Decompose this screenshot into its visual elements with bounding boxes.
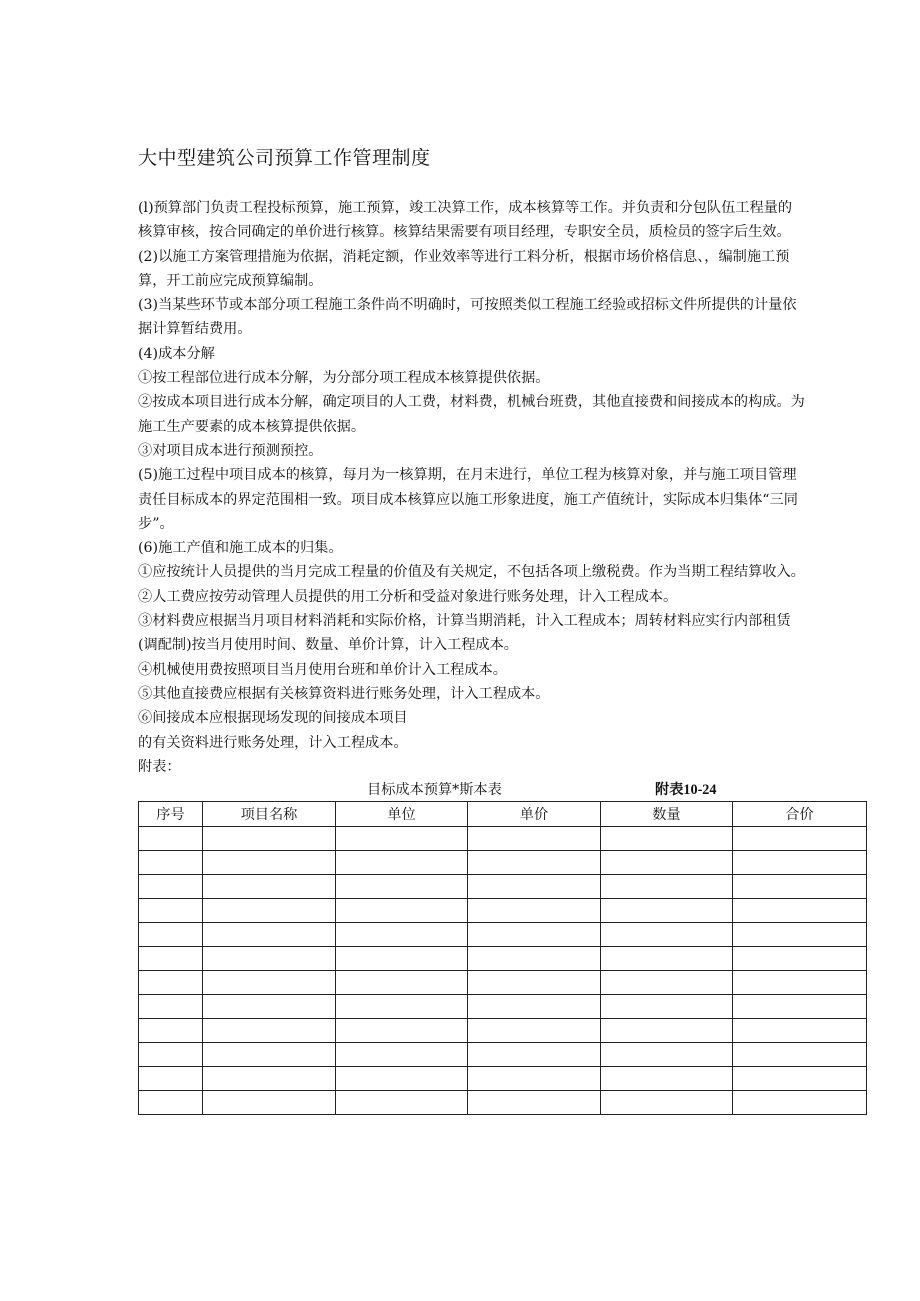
- table-cell: [733, 923, 867, 947]
- table-cell: [336, 1019, 468, 1043]
- table-row: [139, 995, 867, 1019]
- table-cell: [733, 827, 867, 851]
- table-row: [139, 875, 867, 899]
- table-cell: [336, 899, 468, 923]
- table-cell: [139, 1091, 203, 1115]
- table-cell: [203, 1043, 336, 1067]
- table-cell: [203, 923, 336, 947]
- body-line: ⑥间接成本应根据现场发现的间接成本项目: [138, 710, 408, 727]
- table-cell: [203, 899, 336, 923]
- table-cell: [139, 875, 203, 899]
- table-cell: [336, 1043, 468, 1067]
- table-cell: [468, 827, 601, 851]
- table-cell: [468, 851, 601, 875]
- table-cell: [733, 851, 867, 875]
- table-cell: [733, 971, 867, 995]
- body-line: (6)施工产值和施工成本的归集。: [138, 540, 343, 557]
- table-cell: [336, 995, 468, 1019]
- table-row: [139, 1067, 867, 1091]
- table-cell: [203, 947, 336, 971]
- body-line: (3)当某些环节或本部分项工程施工条件尚不明确时，可按照类似工程施工经验或招标文件所提供的计量依: [138, 297, 797, 314]
- table-cell: [733, 1091, 867, 1115]
- body-line: ②人工费应按劳动管理人员提供的用工分析和受益对象进行账务处理，计入工程成本。: [138, 588, 678, 605]
- body-line: (4)成本分解: [138, 345, 215, 362]
- table-cell: [733, 947, 867, 971]
- body-text: [138, 196, 866, 779]
- table-cell: [336, 947, 468, 971]
- table-cell: [733, 995, 867, 1019]
- body-line: (2)以施工方案管理措施为依据，消耗定额，作业效率等进行工料分析，根据市场价格信息、，编制施工预: [138, 248, 790, 265]
- table-cell: [336, 923, 468, 947]
- table-cell: [601, 1043, 733, 1067]
- table-row: [139, 1091, 867, 1115]
- table-cell: [139, 827, 203, 851]
- table-cell: [468, 1043, 601, 1067]
- body-line: (5)施工过程中项目成本的核算，每月为一核算期，在月末进行，单位工程为核算对象，并与施工项目管理: [138, 467, 797, 484]
- body-line: ①按工程部位进行成本分解，为分部分项工程成本核算提供依据。: [138, 370, 550, 387]
- table-cell: [139, 995, 203, 1019]
- table-row: [139, 947, 867, 971]
- table-cell: [468, 1067, 601, 1091]
- table-cell: [203, 1019, 336, 1043]
- table-cell: [468, 947, 601, 971]
- body-line: 核算审核，按合同确定的单价进行核算。核算结果需要有项目经理，专职安全员，质检员的签字后生效。: [138, 224, 791, 241]
- table-cell: [601, 875, 733, 899]
- table-cell: [468, 995, 601, 1019]
- table-title: 目标成本预算*斯本表: [367, 782, 502, 798]
- table-cell: [733, 899, 867, 923]
- table-cell: [601, 947, 733, 971]
- table-cell: [468, 1019, 601, 1043]
- table-cell: [139, 851, 203, 875]
- budget-table: [138, 801, 867, 1115]
- table-row: [139, 1043, 867, 1067]
- table-cell: [733, 1019, 867, 1043]
- table-cell: [468, 899, 601, 923]
- header-total-price: 合价: [733, 802, 867, 827]
- table-cell: [139, 971, 203, 995]
- table-cell: [733, 875, 867, 899]
- table-cell: [733, 1067, 867, 1091]
- table-caption: [138, 779, 866, 799]
- table-row: [139, 1019, 867, 1043]
- header-quantity: 数量: [601, 802, 733, 827]
- table-cell: [601, 971, 733, 995]
- table-cell: [336, 875, 468, 899]
- body-line: ③材料费应根据当月项目材料消耗和实际价格，计算当期消耗，计入工程成本；周转材料应实行内部租赁: [138, 613, 791, 630]
- table-cell: [468, 1091, 601, 1115]
- table-row: [139, 923, 867, 947]
- table-cell: [601, 899, 733, 923]
- body-line: ②按成本项目进行成本分解，确定项目的人工费，材料费，机械台班费，其他直接费和间接成本的构成。为: [138, 394, 805, 411]
- table-cell: [139, 1043, 203, 1067]
- document-title: 大中型建筑公司预算工作管理制度: [138, 147, 431, 169]
- table-cell: [601, 995, 733, 1019]
- table-cell: [601, 1091, 733, 1115]
- table-cell: [203, 827, 336, 851]
- table-row: [139, 971, 867, 995]
- table-cell: [139, 1019, 203, 1043]
- table-cell: [203, 995, 336, 1019]
- body-line: 的有关资料进行账务处理，计入工程成本。: [138, 734, 408, 751]
- body-line: (调配制)按当月使用时间、数量、单价计算，计入工程成本。: [138, 637, 518, 654]
- table-cell: [468, 971, 601, 995]
- table-row: [139, 827, 867, 851]
- table-cell: [336, 1067, 468, 1091]
- body-line: 附表：: [138, 758, 181, 775]
- table-cell: [733, 1043, 867, 1067]
- body-line: ④机械使用费按照项目当月使用台班和单价计入工程成本。: [138, 661, 507, 678]
- table-cell: [203, 851, 336, 875]
- table-cell: [336, 851, 468, 875]
- body-line: ①应按统计人员提供的当月完成工程量的价值及有关规定，不包括各项上缴税费。作为当期工程结算收入。: [138, 564, 805, 581]
- table-cell: [139, 1067, 203, 1091]
- table-cell: [336, 827, 468, 851]
- table-cell: [203, 971, 336, 995]
- table-row: [139, 899, 867, 923]
- table-reference: 附表10-24: [655, 782, 717, 798]
- body-line: (l)预算部门负责工程投标预算，施工预算，竣工决算工作，成本核算等工作。并负责和分包队伍工程量的: [138, 200, 793, 216]
- table-row: [139, 851, 867, 875]
- body-line: 步”。: [138, 515, 174, 532]
- header-item-name: 项目名称: [203, 802, 336, 827]
- table-cell: [336, 1091, 468, 1115]
- body-line: 算，开工前应完成预算编制。: [138, 272, 323, 289]
- body-line: ⑤其他直接费应根据有关核算资料进行账务处理，计入工程成本。: [138, 685, 550, 702]
- table-header-row: [139, 802, 867, 827]
- table-cell: [601, 923, 733, 947]
- table-cell: [601, 827, 733, 851]
- table-cell: [139, 923, 203, 947]
- table-cell: [336, 971, 468, 995]
- table-cell: [601, 1019, 733, 1043]
- header-index: 序号: [139, 802, 203, 827]
- table-cell: [601, 1067, 733, 1091]
- body-line: ③对项目成本进行预测预控。: [138, 442, 323, 459]
- header-unit: 单位: [336, 802, 468, 827]
- table-cell: [203, 875, 336, 899]
- body-line: 责任目标成本的界定范围相一致。项目成本核算应以施工形象进度，施工产值统计，实际成本归集体“三同: [138, 491, 798, 508]
- table-cell: [601, 851, 733, 875]
- table-cell: [139, 947, 203, 971]
- table-cell: [203, 1091, 336, 1115]
- table-cell: [203, 1067, 336, 1091]
- table-cell: [468, 923, 601, 947]
- body-line: 施工生产要素的成本核算提供依据。: [138, 418, 366, 435]
- table-cell: [139, 899, 203, 923]
- header-unit-price: 单价: [468, 802, 601, 827]
- table-cell: [468, 875, 601, 899]
- body-line: 据计算暂结费用。: [138, 321, 252, 338]
